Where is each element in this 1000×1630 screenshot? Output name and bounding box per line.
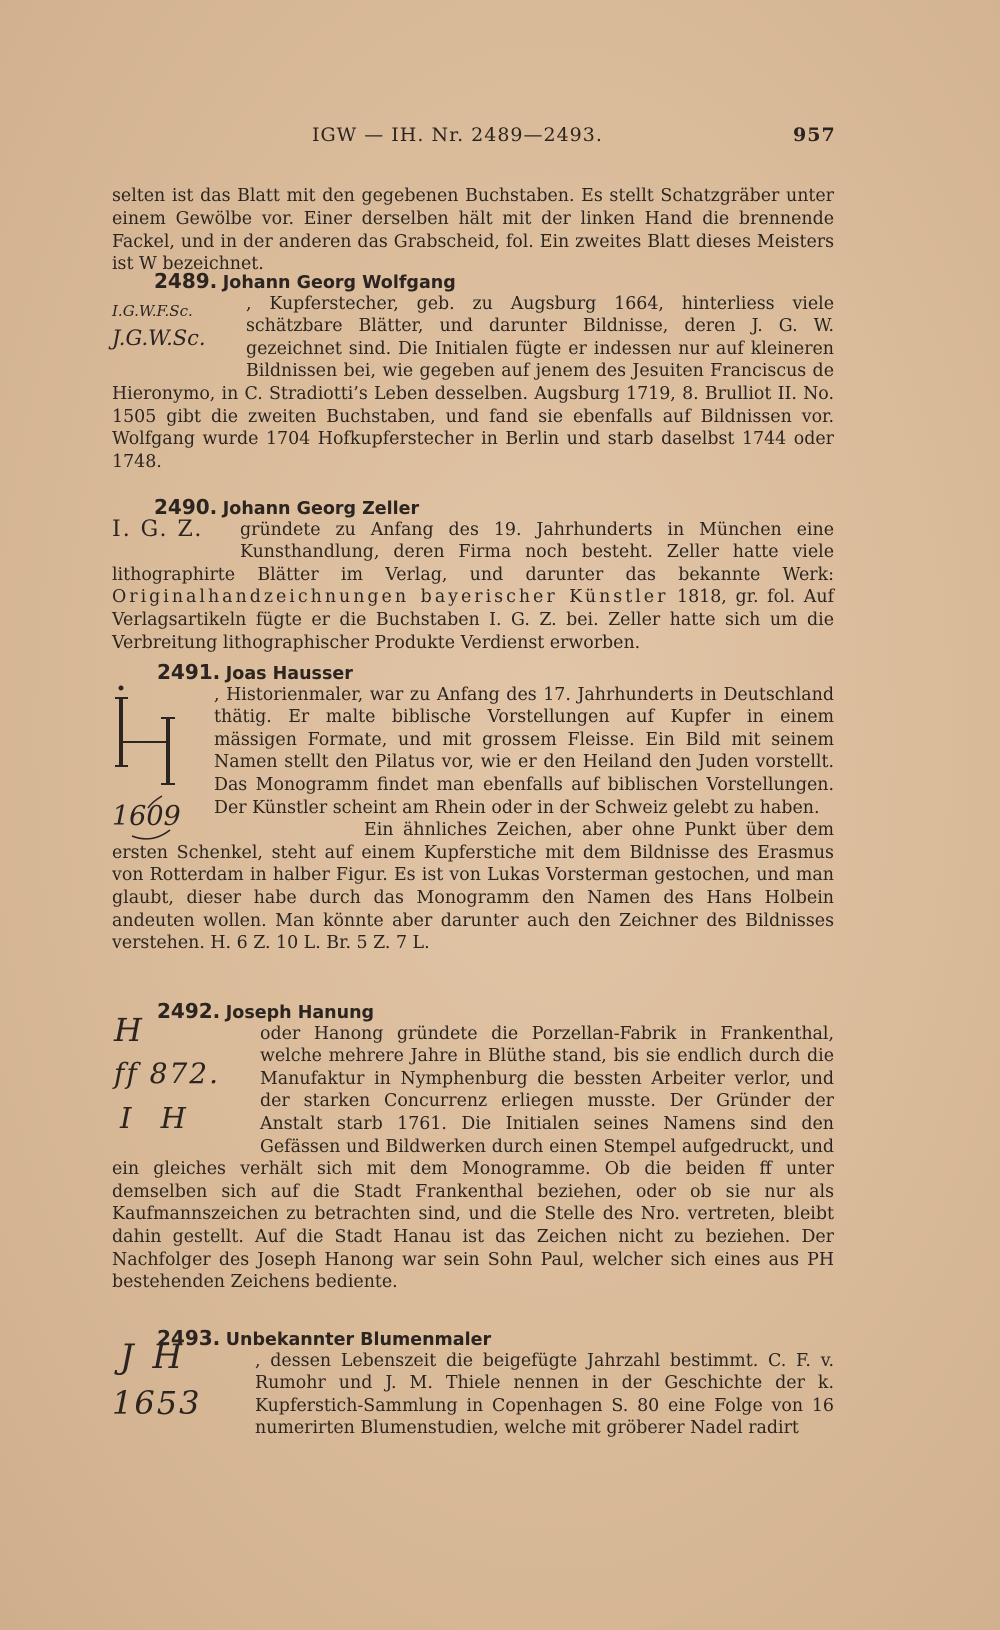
entry-2489	[112, 269, 834, 472]
entry-text-b: 1818, gr. fol. Auf Verlagsartikeln fügte er die Buchstaben I. G. Z. bei. Zeller hatte sich um die Verbreitung lithographischer Produkte Verdienst erworben.	[112, 587, 835, 653]
entry-text-b: Ein ähnliches Zeichen, aber ohne Punkt über dem ersten Schenkel, steht auf einem Kupferstiche mit dem Bildnisse des Erasmus von Rotterdam in halber Figur. Es ist von Lukas Vorsterman gestochen, und man glaubt, dieser habe durch das Monogramm den Namen des Hans Holbein andeuten wollen. Man könnte aber darunter auch den Zeichner des Bildnisses verstehen. H. 6 Z. 10 L. Br. 5 Z. 7 L.	[112, 820, 834, 954]
monogram-2491	[112, 684, 214, 842]
running-title: IGW — IH. Nr. 2489—2493.	[312, 124, 603, 146]
monogram-2491-year: 1609	[112, 800, 181, 832]
entry-text: , Kupferstecher, geb. zu Augsburg 1664, hinterliess viele schätzbare Blätter, und darunter Bildnisse, deren J. G. W. gezeichnet sind. Die Initialen fügte er indessen nur auf kleineren Bildnissen bei, wie gegeben auf jenem des Jesuiten Franciscus de Hieronymo, in C. Stradiotti’s Leben desselben. Augsburg 1719, 8. Brulliot II. No. 1505 gibt die zweiten Buchstaben, und fand sie ebenfalls auf Bildnissen vor. Wolfgang wurde 1704 Hofkupferstecher in Berlin und starb daselbst 1744 oder 1748.	[112, 293, 834, 472]
entry-number: 2490.	[154, 495, 218, 519]
entry-2492	[112, 999, 834, 1293]
monogram-2489-line2: J.G.W.Sc.	[112, 325, 206, 350]
monogram-2492-initials: I H	[120, 1100, 196, 1135]
entry-name: Unbekannter Blumenmaler	[225, 1330, 492, 1350]
entry-name: Joseph Hanung	[225, 1003, 375, 1023]
entry-text: , dessen Lebenszeit die beigefügte Jahrzahl bestimmt. C. F. v. Rumohr und J. M. Thiele nennen in der Geschichte der k. Kupferstich-Sammlung in Copenhagen S. 80 eine Folge von 16 numerirten Blumenstudien, welche mit gröberer Nadel radirt	[255, 1350, 834, 1439]
monogram-2493-initials: J H	[120, 1336, 187, 1377]
entry-2493	[112, 1326, 834, 1439]
entry-number: 2489.	[154, 269, 218, 293]
entry-text: , Historienmaler, war zu Anfang des 17. Jahrhunderts in Deutschland thätig. Er malte biblische Vorstellungen auf Kupfer in einem mässigen Formate, und mit grossem Fleisse. Ein Bild mit seinem Namen stellt den Pilatus vor, wie er den Heiland den Juden vorstellt. Das Monogramm findet man ebenfalls auf biblischen Vorstellungen. Der Künstler scheint am Rhein oder in der Schweiz gelebt zu haben.	[214, 684, 834, 818]
entry-2490	[112, 495, 835, 653]
entry-text: oder Hanong gründete die Porzellan-Fabrik in Frankenthal, welche mehrere Jahre in Blüthe stand, bis sie endlich durch die Manufaktur in Nymphenburg die bessten Arbeiter verlor, und der starken Concurrenz erliegen musste. Der Gründer der Anstalt starb 1761. Die Initialen seines Namens sind den Gefässen und Bildwerken durch einen Stempel aufgedruckt, und ein gleiches verhält sich mit dem Monogramme. Ob die beiden ff unter demselben sich auf die Stadt Frankenthal beziehen, oder ob sie nur als Kaufmannszeichen zu betrachten sind, und die Stelle des Nro. vertreten, bleibt dahin gestellt. Auf die Stadt Hanau ist das Zeichen nicht zu beziehen. Der Nachfolger des Joseph Hanong war sein Sohn Paul, welcher sich eines aus PH bestehenden Zeichens bediente.	[112, 1023, 834, 1293]
monogram-2492-number: ff 872.	[114, 1056, 220, 1090]
monogram-2490: I. G. Z.	[112, 516, 204, 542]
entry-number: 2493.	[157, 1326, 221, 1350]
entry-name: Johann Georg Wolfgang	[222, 273, 456, 293]
monogram-2492-h: H	[114, 1010, 142, 1049]
entry-number: 2491.	[157, 660, 221, 684]
page-header	[0, 124, 1000, 154]
entry-name: Joas Hausser	[225, 664, 353, 684]
entry-text: gründete zu Anfang des 19. Jahrhunderts in München eine Kunsthandlung, deren Firma noch besteht. Zeller hatte viele lithographirte Blätter im Verlag, und darunter das bekannte Werk:	[112, 519, 834, 585]
page-number: 957	[793, 124, 836, 146]
intro-text: selten ist das Blatt mit den gegebenen Buchstaben. Es stellt Schatzgräber unter einem Gewölbe vor. Einer derselben hält mit der linken Hand die brennende Fackel, und in der anderen das Grabscheid, fol. Ein zweites Blatt dieses Meisters ist W bezeichnet.	[112, 186, 834, 275]
entry-2491	[112, 660, 834, 954]
monogram-2493-year: 1653	[112, 1383, 202, 1422]
entry-title-spaced: Originalhandzeichnungen bayerischer Künstler	[112, 587, 669, 608]
monogram-2489-line1: I.G.W.F.Sc.	[112, 302, 193, 320]
entry-name: Johann Georg Zeller	[222, 499, 420, 519]
entry-number: 2492.	[157, 999, 221, 1023]
